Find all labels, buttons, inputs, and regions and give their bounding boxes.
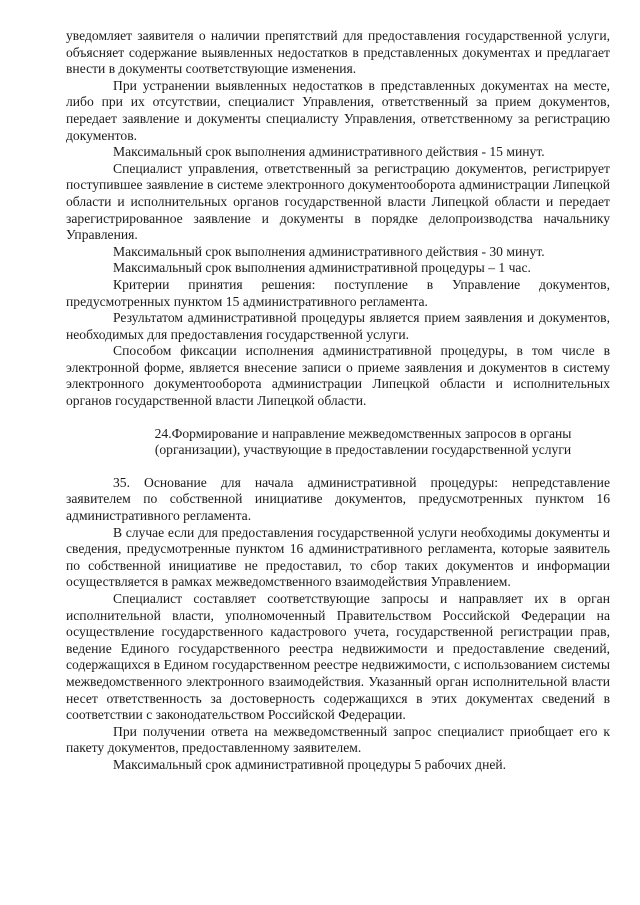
paragraph: Критерии принятия решения: поступление в Управление документов, предусмотренных пунктом 15 административного регламента. [66, 276, 610, 309]
paragraph: 35. Основание для начала административной процедуры: непредставление заявителем по собственной инициативе документов, предусмотренных пунктом 16 административного регламента. [66, 474, 610, 524]
paragraph: Максимальный срок административной процедуры 5 рабочих дней. [113, 756, 507, 772]
paragraph: Результатом административной процедуры является прием заявления и документов, необходимых для предоставления государственной услуги. [66, 310, 610, 342]
paragraph: При получении ответа на межведомственный запрос специалист приобщает его к пакету документов, предоставленному заявителем. [66, 723, 610, 756]
paragraph: Максимальный срок выполнения административного действия - 15 минут. [113, 144, 545, 160]
paragraph: При устранении выявленных недостатков в представленных документах на месте, либо при их отсутствии, специалист Управления, ответственный за прием документов, передает заявление и документы специалисту Управления, ответственному за регистрацию документов. [66, 77, 610, 143]
paragraph: Максимальный срок выполнения административной процедуры – 1 час. [113, 260, 531, 276]
paragraph-continuation: уведомляет заявителя о наличии препятствий для предоставления государственной услуги, объясняет содержание выявленных недостатков в представленных документах и предлагает внести в документы соответствующие изменения. [66, 28, 610, 77]
paragraph: В случае если для предоставления государственной услуги необходимы документы и сведения, предусмотренные пунктом 16 административного регламента, которые заявитель по собственной инициативе не предоставил, то сбор таких документов и информации осуществляется в рамках межведомственного взаимодействия Управлением. [66, 524, 610, 590]
document-page [66, 28, 610, 774]
paragraph: Способом фиксации исполнения административной процедуры, в том числе в электронной форме, является внесение записи о приеме заявления и документов в систему электронного документооборота администрации Липецкой области и исполнительных органов государственной власти Липецкой области. [66, 343, 610, 409]
section-heading: 24.Формирование и направление межведомственных запросов в органы (организации), участвующие в предоставлении государственной услуги [154, 425, 572, 458]
paragraph: Специалист составляет соответствующие запросы и направляет их в орган исполнительной власти, уполномоченный Правительством Российской Федерации на осуществление государственного кадастрового учета, государственной регистрации прав, ведение Единого государственного реестра недвижимости и предоставление сведений, содержащихся в Едином государственном реестре недвижимости, с использованием системы межведомственного электронного взаимодействия. Указанный орган исполнительной власти несет ответственность за достоверность содержащихся в этих документах сведений в соответствии с законодательством Российской Федерации. [66, 591, 610, 723]
paragraph: Максимальный срок выполнения административного действия - 30 минут. [113, 243, 545, 259]
paragraph: Специалист управления, ответственный за регистрацию документов, регистрирует поступившее заявление в системе электронного документооборота администрации Липецкой области и исполнительных органов государственной власти Липецкой области и передает зарегистрированное заявление и документы в порядке делопроизводства начальнику Управления. [66, 160, 610, 243]
